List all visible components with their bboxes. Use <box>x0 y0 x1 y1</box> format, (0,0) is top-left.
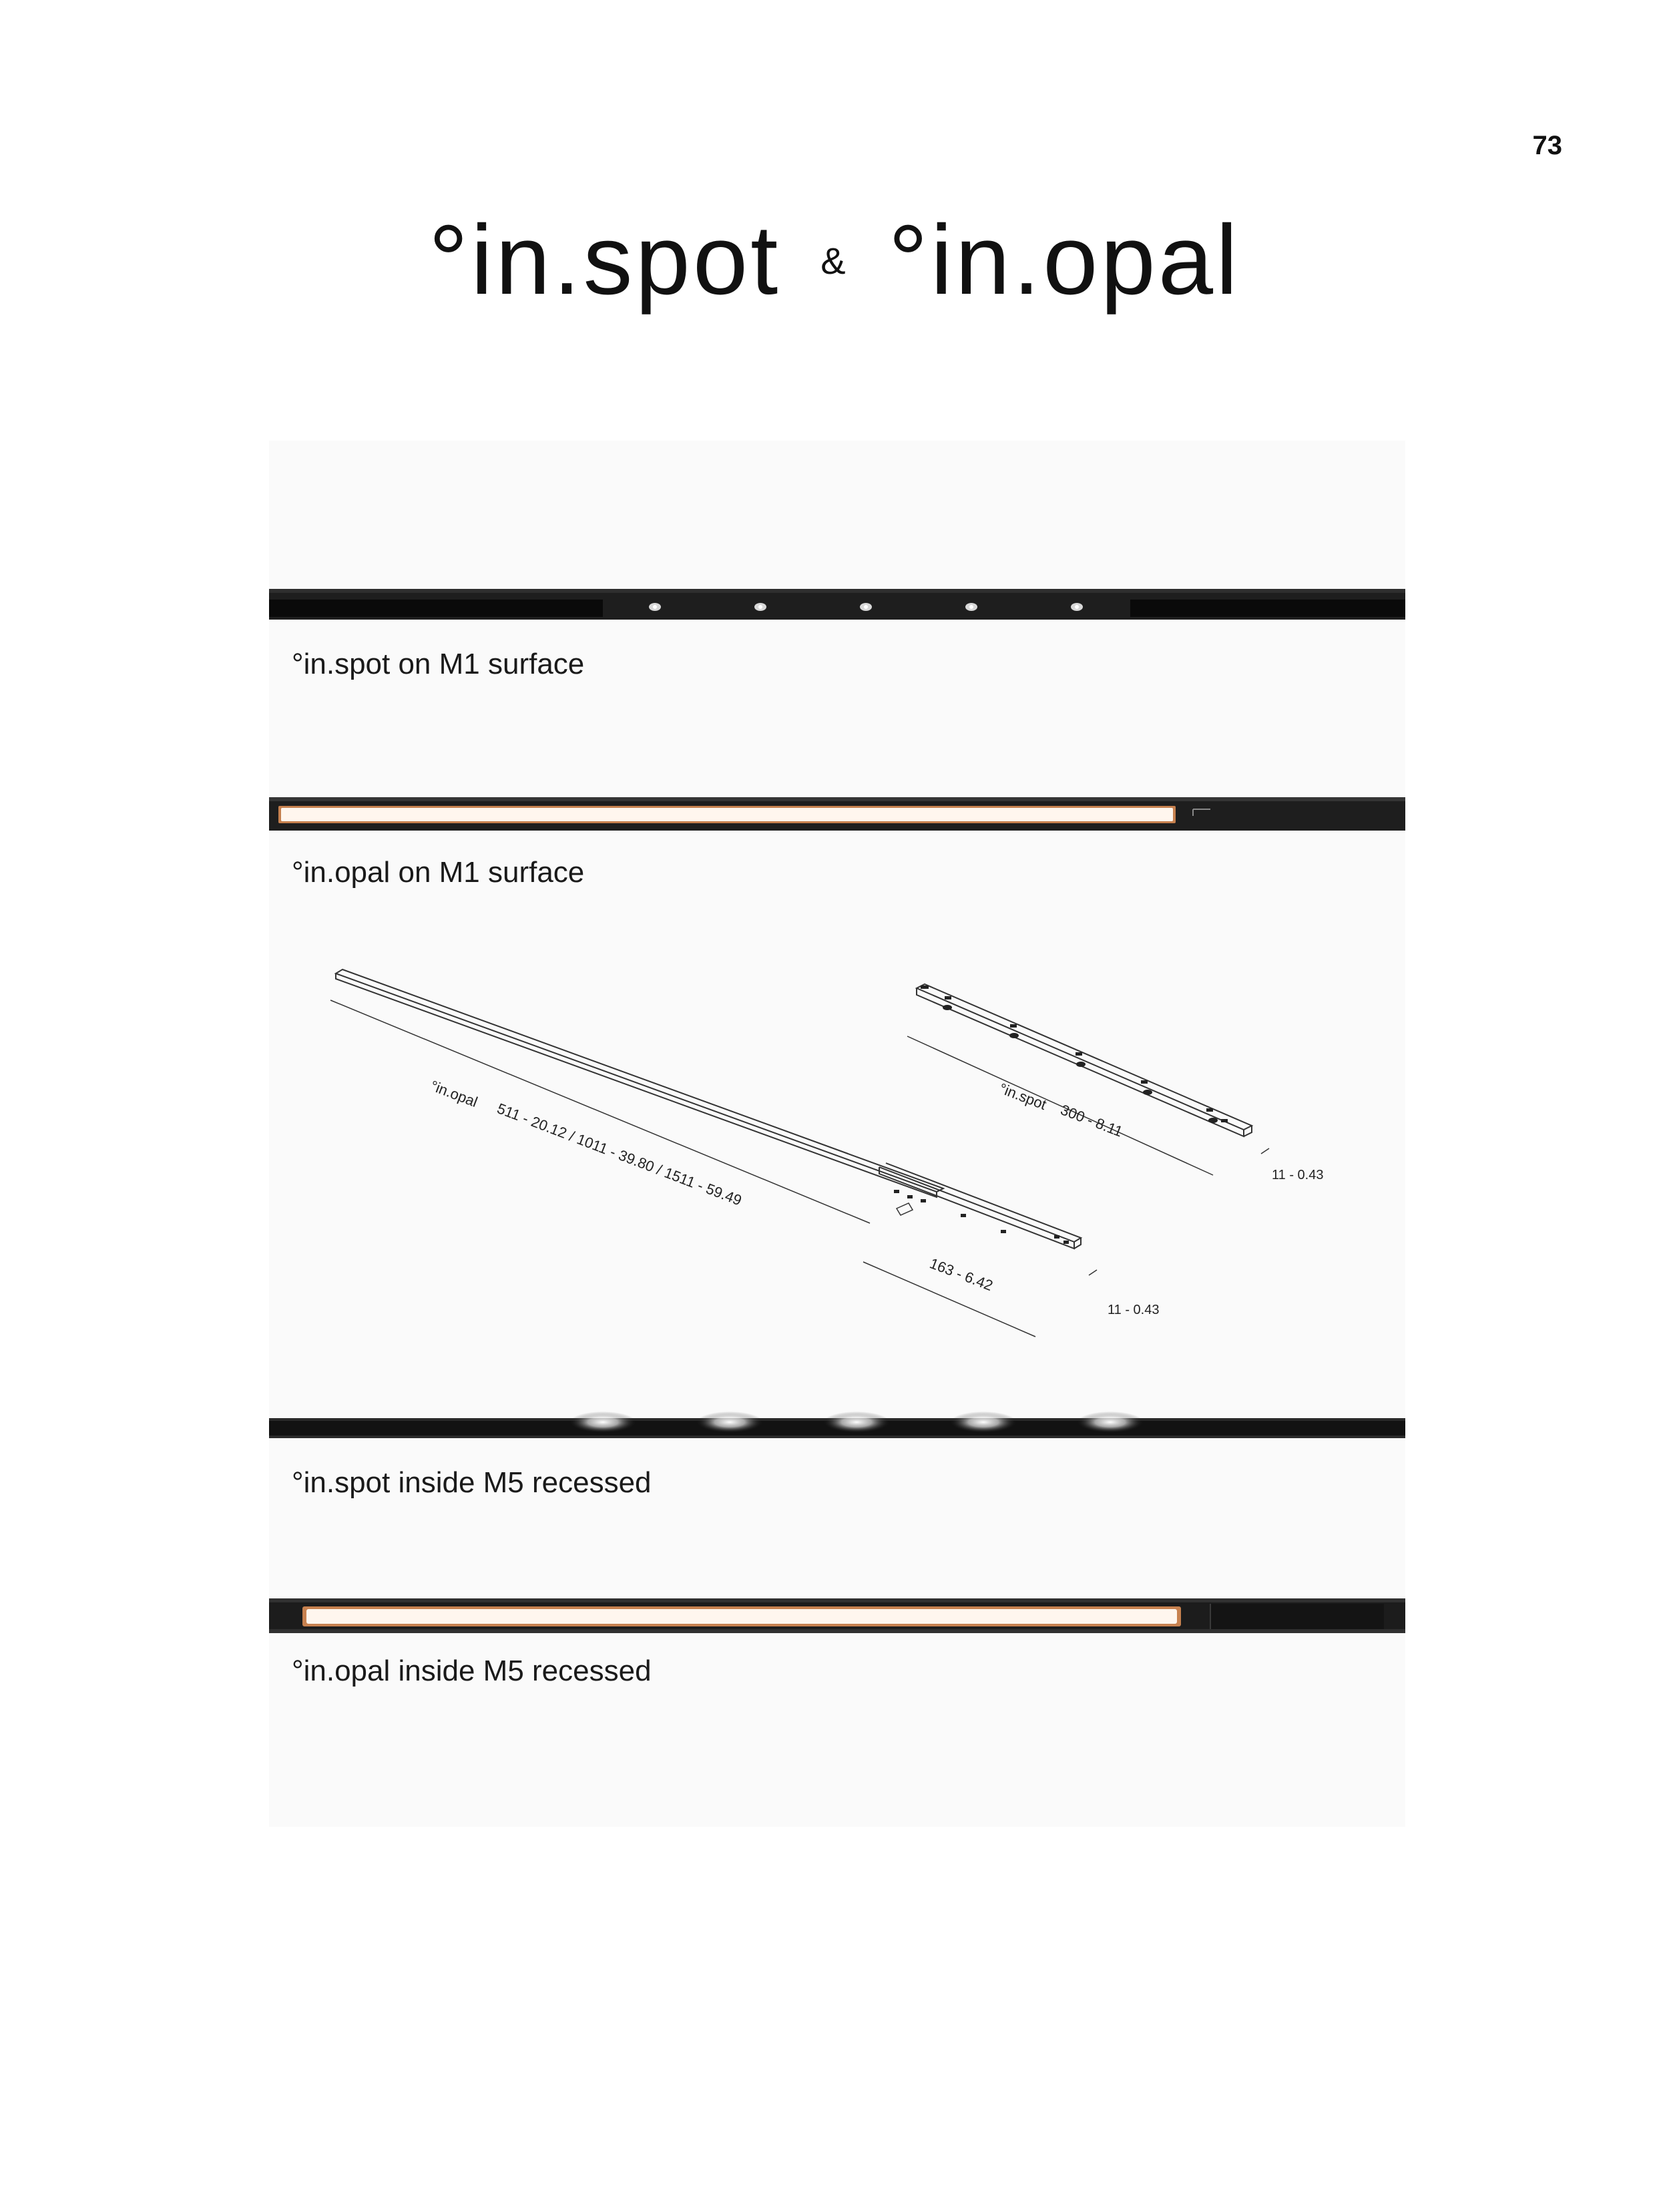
drawing-inopal-dims: 511 - 20.12 / 1011 - 39.80 / 1511 - 59.49 <box>495 1100 744 1209</box>
drawing-inopal-label: °in.opal <box>428 1077 480 1111</box>
inopal-m1-surface-image <box>269 796 1405 833</box>
drawing-inspot-dims: 300 - 8.11 <box>1058 1101 1126 1140</box>
drawing-inspot-height: 11 - 0.43 <box>1272 1168 1324 1182</box>
inspot-m5-recessed-image <box>269 1406 1405 1449</box>
title-inopal: °in.opal <box>888 205 1240 315</box>
title-ampersand: & <box>820 239 849 282</box>
caption-inopal-m1-surface: °in.opal on M1 surface <box>292 856 585 889</box>
drawing-inspot-label: °in.spot <box>997 1080 1049 1114</box>
drawing-inopal-height: 11 - 0.43 <box>1108 1303 1160 1317</box>
title-inspot: °in.spot <box>429 205 781 315</box>
caption-inopal-m5-recessed: °in.opal inside M5 recessed <box>292 1654 652 1687</box>
caption-inspot-m5-recessed: °in.spot inside M5 recessed <box>292 1466 652 1499</box>
inspot-m1-surface-image <box>269 585 1405 624</box>
inopal-m5-recessed-image <box>269 1596 1405 1636</box>
page-title <box>0 200 1669 320</box>
page-number: 73 <box>1532 131 1562 160</box>
caption-inspot-m1-surface: °in.spot on M1 surface <box>292 648 585 680</box>
technical-drawing <box>269 955 1405 1355</box>
drawing-inopal-end-dims: 163 - 6.42 <box>927 1255 995 1295</box>
